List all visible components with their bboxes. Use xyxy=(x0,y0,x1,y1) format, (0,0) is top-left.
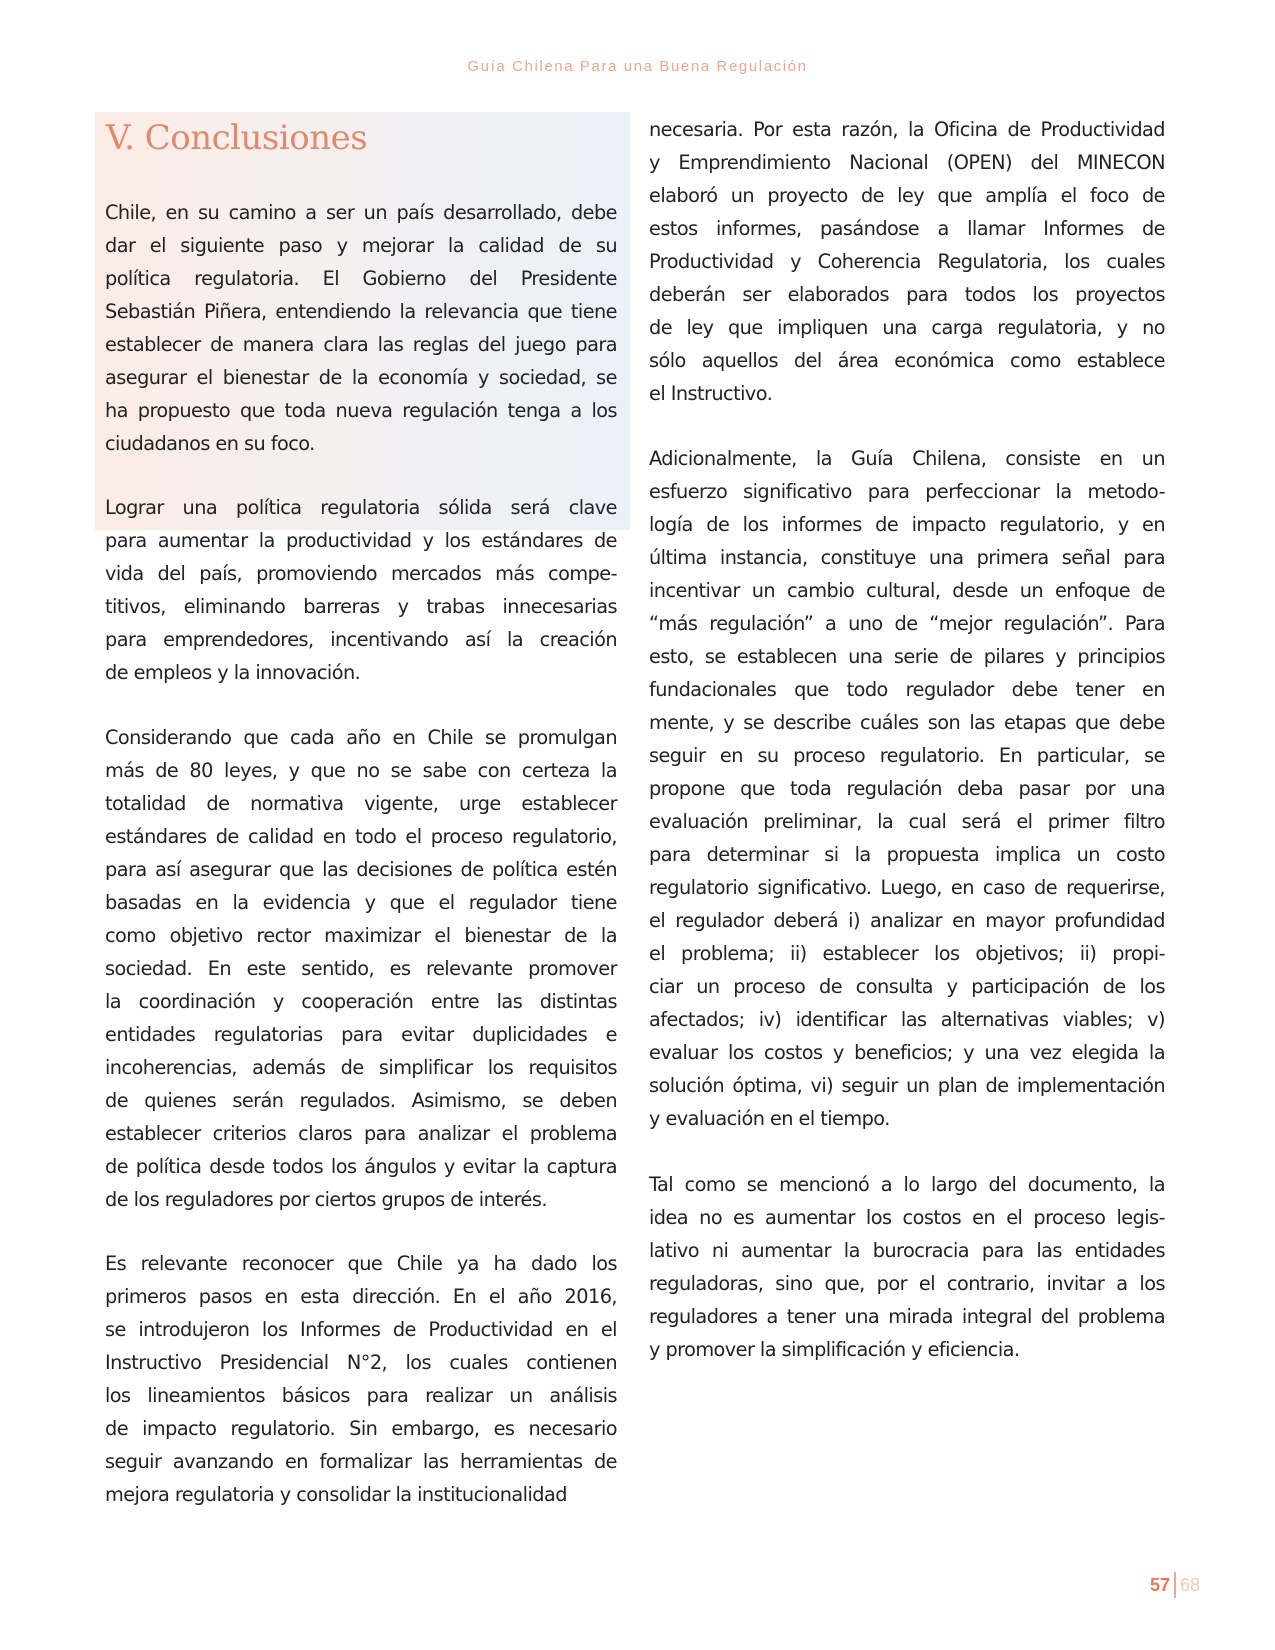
text-line: para determinar si la propuesta implica un costo xyxy=(649,843,1165,866)
text-line: esfuerzo significativo para perfeccionar la metodo- xyxy=(649,480,1165,503)
text-line: de quienes serán regulados. Asimismo, se deben xyxy=(105,1089,617,1112)
section-title: V. Conclusiones xyxy=(106,118,368,158)
text-line: titivos, eliminando barreras y trabas innecesarias xyxy=(105,595,617,618)
text-line: evaluar los costos y beneficios; y una vez elegida la xyxy=(649,1041,1165,1064)
text-line: el problema; ii) establecer los objetivos; ii) propi- xyxy=(649,942,1165,965)
text-line: de los reguladores por ciertos grupos de interés. xyxy=(105,1188,547,1211)
text-line: para emprendedores, incentivando así la creación xyxy=(105,628,617,651)
text-line: Tal como se mencionó a lo largo del documento, la xyxy=(649,1173,1165,1196)
text-line: reguladores a tener una mirada integral del problema xyxy=(649,1305,1165,1328)
text-line: afectados; iv) identificar las alternativas viables; v) xyxy=(649,1008,1165,1031)
text-line: basadas en la evidencia y que el regulador tiene xyxy=(105,891,617,914)
text-line: deberán ser elaborados para todos los proyectos xyxy=(649,283,1165,306)
text-line: esto, se establecen una serie de pilares y principios xyxy=(649,645,1165,668)
text-line: sociedad. En este sentido, es relevante promover xyxy=(105,957,617,980)
text-line: asegurar el bienestar de la economía y sociedad, se xyxy=(105,366,617,389)
text-line: incentivar un cambio cultural, desde un enfoque de xyxy=(649,579,1165,602)
text-line: Adicionalmente, la Guía Chilena, consiste en un xyxy=(649,447,1165,470)
left-paragraph-3 xyxy=(105,721,617,1216)
text-line: reguladoras, sino que, por el contrario, invitar a los xyxy=(649,1272,1165,1295)
text-line: sólo aquellos del área económica como establece xyxy=(649,349,1165,372)
text-line: Chile, en su camino a ser un país desarrollado, debe xyxy=(105,201,617,224)
text-line: de política desde todos los ángulos y evitar la captura xyxy=(105,1155,617,1178)
text-line: totalidad de normativa vigente, urge establecer xyxy=(105,792,617,815)
page-current: 57 xyxy=(1150,1574,1171,1595)
text-line: de impacto regulatorio. Sin embargo, es necesario xyxy=(105,1417,617,1440)
page-total: 68 xyxy=(1180,1574,1201,1595)
text-line: para así asegurar que las decisiones de política estén xyxy=(105,858,617,881)
text-line: mente, y se describe cuáles son las etapas que debe xyxy=(649,711,1165,734)
text-line: fundacionales que todo regulador debe tener en xyxy=(649,678,1165,701)
right-paragraph-1 xyxy=(649,113,1165,410)
text-line: y Emprendimiento Nacional (OPEN) del MINECON xyxy=(649,151,1165,174)
text-line: última instancia, constituye una primera señal para xyxy=(649,546,1165,569)
text-line: ciar un proceso de consulta y participación de los xyxy=(649,975,1165,998)
text-line: incoherencias, además de simplificar los requisitos xyxy=(105,1056,617,1079)
text-line: ha propuesto que toda nueva regulación tenga a los xyxy=(105,399,617,422)
text-line: evaluación preliminar, la cual será el primer filtro xyxy=(649,810,1165,833)
text-line: y evaluación en el tiempo. xyxy=(649,1107,890,1130)
text-line: seguir en su proceso regulatorio. En particular, se xyxy=(649,744,1165,767)
left-paragraph-2 xyxy=(105,491,617,689)
text-line: estos informes, pasándose a llamar Informes de xyxy=(649,217,1165,240)
text-line: “más regulación” a uno de “mejor regulación”. Para xyxy=(649,612,1165,635)
text-line: vida del país, promoviendo mercados más compe- xyxy=(105,562,617,585)
right-paragraph-3 xyxy=(649,1168,1165,1366)
text-line: Es relevante reconocer que Chile ya ha dado los xyxy=(105,1252,617,1275)
text-line: se introdujeron los Informes de Productividad en el xyxy=(105,1318,617,1341)
text-line: establecer de manera clara las reglas del juego para xyxy=(105,333,617,356)
text-line: el regulador deberá i) analizar en mayor profundidad xyxy=(649,909,1165,932)
text-line: la coordinación y cooperación entre las distintas xyxy=(105,990,617,1013)
text-line: los lineamientos básicos para realizar un análisis xyxy=(105,1384,617,1407)
text-line: Instructivo Presidencial N°2, los cuales contienen xyxy=(105,1351,617,1374)
text-line: estándares de calidad en todo el proceso regulatorio, xyxy=(105,825,617,848)
text-line: de empleos y la innovación. xyxy=(105,661,361,684)
left-paragraph-1 xyxy=(105,196,617,460)
text-line: y promover la simplificación y eficiencia. xyxy=(649,1338,1020,1361)
text-line: solución óptima, vi) seguir un plan de implementación xyxy=(649,1074,1165,1097)
text-line: logía de los informes de impacto regulatorio, y en xyxy=(649,513,1165,536)
text-line: primeros pasos en esta dirección. En el año 2016, xyxy=(105,1285,617,1308)
text-line: seguir avanzando en formalizar las herramientas de xyxy=(105,1450,617,1473)
text-line: necesaria. Por esta razón, la Oficina de Productividad xyxy=(649,118,1165,141)
text-line: más de 80 leyes, y que no se sabe con certeza la xyxy=(105,759,617,782)
running-header: Guía Chilena Para una Buena Regulación xyxy=(467,58,808,75)
text-line: como objetivo rector maximizar el bienestar de la xyxy=(105,924,617,947)
text-line: establecer criterios claros para analizar el problema xyxy=(105,1122,617,1145)
page-separator xyxy=(1174,1572,1176,1598)
text-line: para aumentar la productividad y los estándares de xyxy=(105,529,617,552)
text-line: Lograr una política regulatoria sólida será clave xyxy=(105,496,617,519)
text-line: Productividad y Coherencia Regulatoria, los cuales xyxy=(649,250,1165,273)
text-line: mejora regulatoria y consolidar la institucionalidad xyxy=(105,1483,567,1506)
text-line: el Instructivo. xyxy=(649,382,773,405)
text-line: Sebastián Piñera, entendiendo la relevancia que tiene xyxy=(105,300,617,323)
text-line: regulatorio significativo. Luego, en caso de requerirse, xyxy=(649,876,1165,899)
text-line: ciudadanos en su foco. xyxy=(105,432,315,455)
text-line: entidades regulatorias para evitar duplicidades e xyxy=(105,1023,617,1046)
right-paragraph-2 xyxy=(649,442,1165,1135)
text-line: política regulatoria. El Gobierno del Presidente xyxy=(105,267,617,290)
text-line: de ley que impliquen una carga regulatoria, y no xyxy=(649,316,1165,339)
page-number xyxy=(1150,1572,1200,1598)
text-line: propone que toda regulación deba pasar por una xyxy=(649,777,1165,800)
text-line: lativo ni aumentar la burocracia para las entidades xyxy=(649,1239,1165,1262)
text-line: dar el siguiente paso y mejorar la calidad de su xyxy=(105,234,617,257)
text-line: Considerando que cada año en Chile se promulgan xyxy=(105,726,617,749)
text-line: idea no es aumentar los costos en el proceso legis- xyxy=(649,1206,1165,1229)
text-line: elaboró un proyecto de ley que amplía el foco de xyxy=(649,184,1165,207)
left-paragraph-4 xyxy=(105,1247,617,1511)
